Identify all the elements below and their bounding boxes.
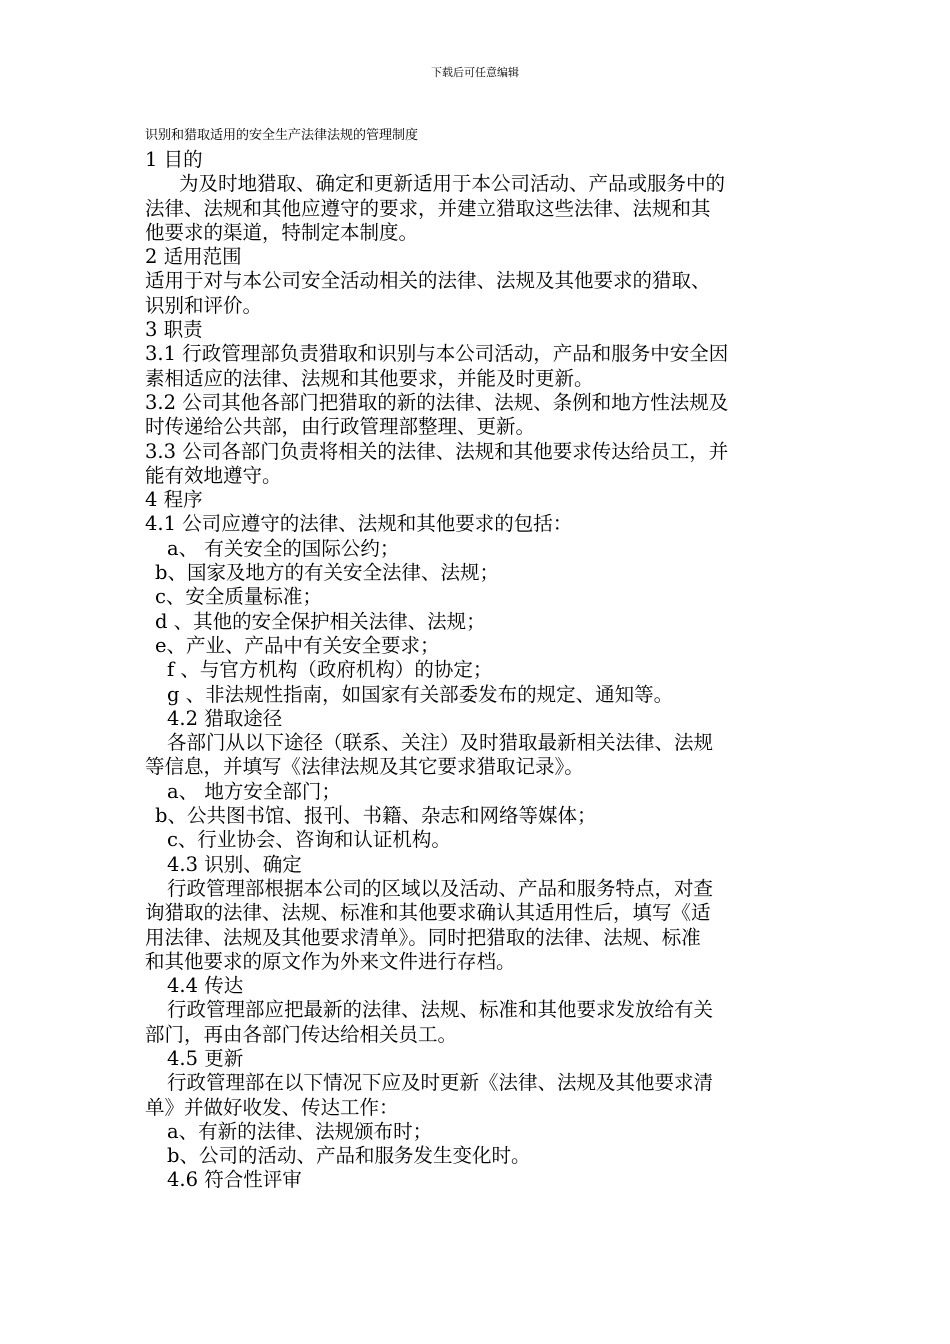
text-line: 识别和评价。 <box>145 293 263 317</box>
text-line: 等信息，并填写《法律法规及其它要求猎取记录》。 <box>145 755 584 779</box>
text-line: a、 地方安全部门； <box>167 779 341 803</box>
text-line: 2 适用范围 <box>145 245 242 269</box>
text-line: 4.1 公司应遵守的法律、法规和其他要求的包括： <box>145 512 573 536</box>
document-title: 识别和猎取适用的安全生产法律法规的管理制度 <box>145 128 419 143</box>
text-line: a、 有关安全的国际公约； <box>167 536 400 560</box>
text-line: 各部门从以下途径（联系、关注）及时猎取最新相关法律、法规 <box>167 731 714 755</box>
text-line: 为及时地猎取、确定和更新适用于本公司活动、产品或服务中的 <box>179 172 726 196</box>
text-line: b、国家及地方的有关安全法律、法规； <box>155 561 499 585</box>
text-line: 3.3 公司各部门负责将相关的法律、法规和其他要求传达给员工，并 <box>145 439 729 463</box>
text-line: 询猎取的法律、法规、标准和其他要求确认其适用性后，填写《适 <box>145 901 711 925</box>
text-line: 和其他要求的原文作为外来文件进行存档。 <box>145 949 516 973</box>
text-line: f 、与官方机构（政府机构）的协定； <box>167 658 493 682</box>
text-line: 4.4 传达 <box>167 974 244 998</box>
text-line: c、安全质量标准； <box>155 585 322 609</box>
text-line: 3.1 行政管理部负责猎取和识别与本公司活动，产品和服务中安全因 <box>145 342 729 366</box>
text-line: 1 目的 <box>145 148 203 171</box>
text-line: 4 程序 <box>145 488 203 512</box>
text-line: 适用于对与本公司安全活动相关的法律、法规及其他要求的猎取、 <box>145 269 711 293</box>
text-line: 4.3 识别、确定 <box>167 852 302 876</box>
text-line: e、产业、产品中有关安全要求； <box>155 633 440 657</box>
text-line: a、有新的法律、法规颁布时； <box>167 1119 433 1143</box>
text-line: c、行业协会、咨询和认证机构。 <box>167 828 451 852</box>
document-body <box>145 148 815 1193</box>
text-line: g 、非法规性指南，如国家有关部委发布的规定、通知等。 <box>167 682 674 706</box>
text-line: 3 职责 <box>145 318 203 342</box>
text-line: d 、其他的安全保护相关法律、法规； <box>155 609 486 633</box>
text-line: 4.2 猎取途径 <box>167 706 283 730</box>
text-line: 行政管理部根据本公司的区域以及活动、产品和服务特点，对查 <box>167 876 714 900</box>
text-line: 4.6 符合性评审 <box>167 1168 302 1192</box>
text-line: 素相适应的法律、法规和其他要求，并能及时更新。 <box>145 366 594 390</box>
text-line: 3.2 公司其他各部门把猎取的新的法律、法规、条例和地方性法规及 <box>145 390 729 414</box>
page-header: 下载后可任意编辑 <box>431 66 519 79</box>
text-line: 行政管理部在以下情况下应及时更新《法律、法规及其他要求清 <box>167 1071 714 1095</box>
text-line: 单》并做好收发、传达工作： <box>145 1095 399 1119</box>
text-line: b、公司的活动、产品和服务发生变化时。 <box>167 1144 531 1168</box>
text-line: 时传递给公共部，由行政管理部整理、更新。 <box>145 415 536 439</box>
text-line: b、公共图书馆、报刊、书籍、杂志和网络等媒体； <box>155 804 597 828</box>
text-line: 他要求的渠道，特制定本制度。 <box>145 220 419 244</box>
text-line: 法律、法规和其他应遵守的要求，并建立猎取这些法律、法规和其 <box>145 196 711 220</box>
text-line: 能有效地遵守。 <box>145 463 282 487</box>
text-line: 行政管理部应把最新的法律、法规、标准和其他要求发放给有关 <box>167 998 714 1022</box>
text-line: 部门，再由各部门传达给相关员工。 <box>145 1022 458 1046</box>
text-line: 用法律、法规及其他要求清单》。同时把猎取的法律、法规、标准 <box>145 925 701 949</box>
text-line: 4.5 更新 <box>167 1046 244 1070</box>
